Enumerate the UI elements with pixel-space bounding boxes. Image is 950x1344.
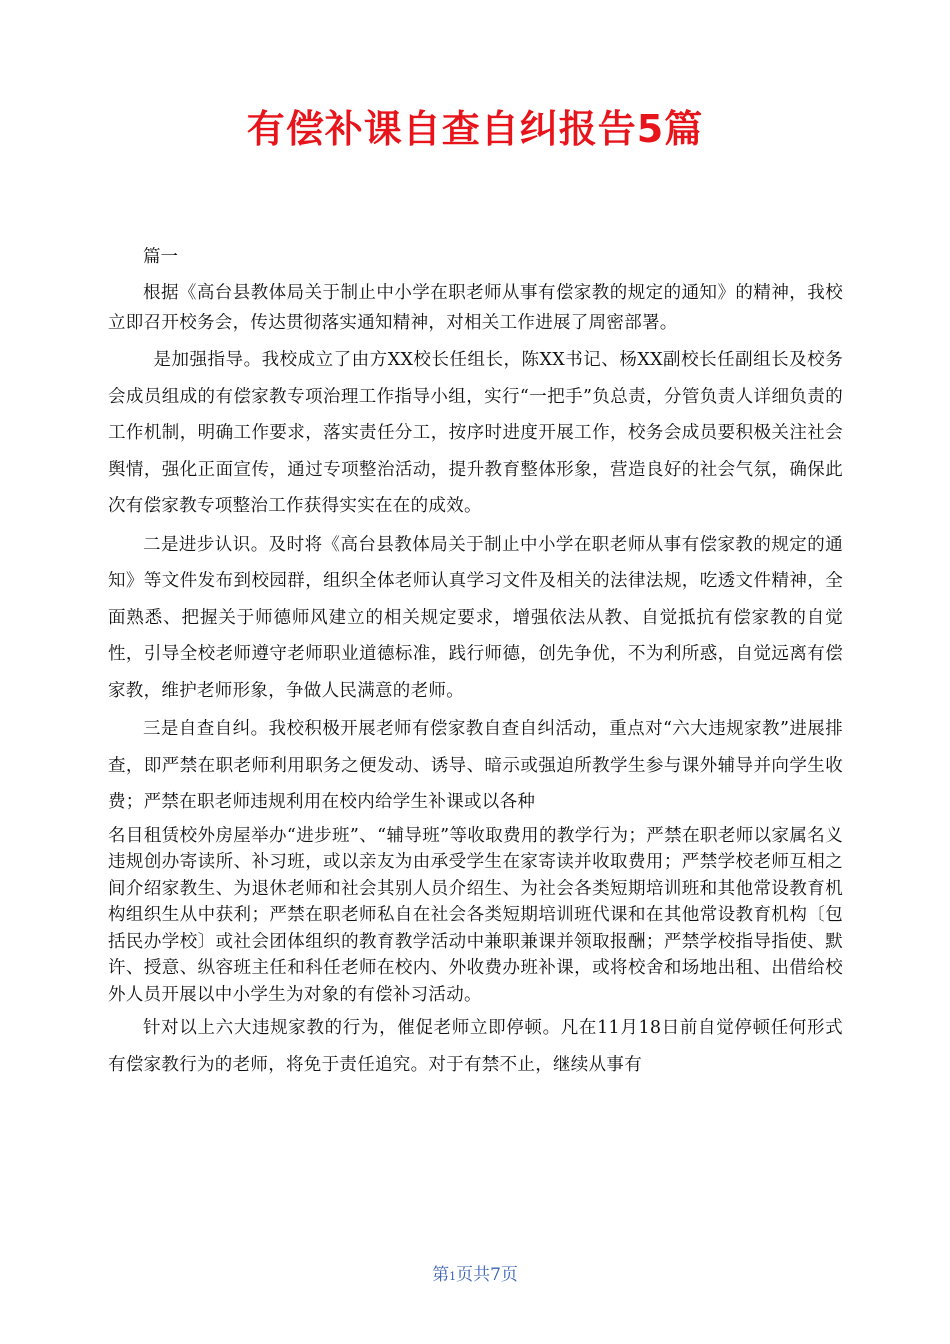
- paragraph-guidance: 是加强指导。我校成立了由方XX校长任组长，陈XX书记、杨XX副校长任副组长及校务会成员组成的有偿家教专项治理工作指导小组，实行“一把手”负总责，分管负责人详细负责的工作机制，明确工作要求，落实责任分工，按序时进度开展工作，校务会成员要积极关注社会舆情，强化正面宣传，通过专项整治活动，提升教育整体形象，营造良好的社会气氛，确保此次有偿家教专项整治工作获得实实在在的成效。: [108, 350, 843, 516]
- footer-prefix: 第: [432, 1265, 450, 1285]
- section-label: 篇一: [143, 247, 178, 267]
- paragraph-awareness: 二是进步认识。及时将《高台县教体局关于制止中小学在职老师从事有偿家教的规定的通知》等文件发布到校园群，组织全体老师认真学习文件及相关的法律法规，吃透文件精神，全面熟悉、把握关于师德师风建立的相关规定要求，增强依法从教、自觉抵抗有偿家教的自觉性，引导全校老师遵守老师职业道德标准，践行师德，创先争优，不为利所惑，自觉远离有偿家教，维护老师形象，争做人民满意的老师。: [108, 534, 843, 701]
- document-title: 有偿补课自查自纠报告5篇: [246, 107, 704, 151]
- paragraph-self-check: 三是自查自纠。我校积极开展老师有偿家教自查自纠活动，重点对“六大违规家教”进展排查，即严禁在职老师利用职务之便发动、诱导、暗示或强迫所教学生参与课外辅导并向学生收费；严禁在职老师违规利用在校内给学生补课或以各种: [108, 719, 843, 812]
- paragraph-measures: 针对以上六大违规家教的行为，催促老师立即停顿。凡在11月18日前自觉停顿任何形式有偿家教行为的老师，将免于责任追究。对于有禁不止，继续从事有: [108, 1018, 843, 1075]
- document-body: [108, 240, 843, 1085]
- paragraph-prohibitions: 名目租赁校外房屋举办“进步班”、“辅导班”等收取费用的教学行为；严禁在职老师以家属名义违规创办寄读所、补习班，或以亲友为由承受学生在家寄读并收取费用；严禁学校老师互相之间介绍家教生、为退休老师和社会其别人员介绍生、为社会各类短期培训班和其他常设教育机构组织生从中获利；严禁在职老师私自在社会各类短期培训班代课和在其他常设教育机构〔包括民办学校〕或社会团体组织的教育教学活动中兼职兼课并领取报酬；严禁学校指导指使、默许、授意、纵容班主任和科任老师在校内、外收费办班补课，或将校舍和场地出租、出借给校外人员开展以中小学生为对象的有偿补习活动。: [108, 825, 843, 1005]
- footer-suffix: 页共7页: [456, 1265, 518, 1285]
- paragraph-intro: 根据《高台县教体局关于制止中小学在职老师从事有偿家教的规定的通知》的精神，我校立即召开校务会，传达贯彻落实通知精神，对相关工作进展了周密部署。: [108, 283, 843, 333]
- footer-page-number: 1: [449, 1270, 457, 1283]
- page-footer: [0, 1260, 950, 1285]
